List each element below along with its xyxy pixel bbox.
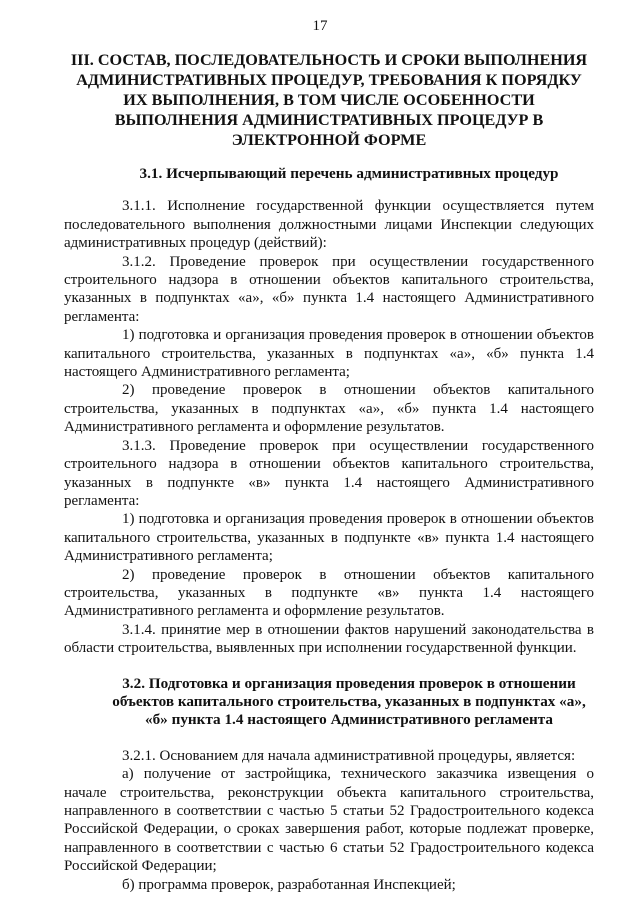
paragraph-3-1-4: 3.1.4. принятие мер в отношении фактов нарушений законодательства в области строительства, выявленных при исполнении государственной функции. xyxy=(64,621,594,657)
paragraph-3-1-3-item-2: 2) проведение проверок в отношении объектов капитального строительства, указанных в подпункте «в» пункта 1.4 настоящего Административного регламента и оформление результатов. xyxy=(64,566,594,620)
paragraph-3-1-2-item-2: 2) проведение проверок в отношении объектов капитального строительства, указанных в подпунктах «а», «б» пункта 1.4 настоящего Административного регламента и оформление результатов. xyxy=(64,382,594,436)
section-title-3-2: 3.2. Подготовка и организация проведения проверок в отношении объектов капитального строительства, указанных в подпунктах «а», «б» пункта 1.4 настоящего Административного регламента xyxy=(112,674,586,729)
paragraph-3-1-2-item-1: 1) подготовка и организация проведения проверок в отношении объектов капитального строительства, указанных в подпунктах «а», «б» пункта 1.4 настоящего Административного регламента; xyxy=(64,327,594,381)
paragraph-3-2-1-item-b: б) программа проверок, разработанная Инспекцией; xyxy=(122,876,456,893)
paragraph-3-1-1: 3.1.1. Исполнение государственной функции осуществляется путем последовательного выполнения должностными лицами Инспекции следующих административных процедур (действий): xyxy=(64,198,594,252)
page-number: 17 xyxy=(312,18,328,34)
paragraph-3-1-3: 3.1.3. Проведение проверок при осуществлении государственного строительного надзора в отношении объектов капитального строительства, указанных в подпункте «в» пункта 1.4 настоящего Административного регламента: xyxy=(64,437,594,509)
chapter-title: III. СОСТАВ, ПОСЛЕДОВАТЕЛЬНОСТЬ И СРОКИ ВЫПОЛНЕНИЯ АДМИНИСТРАТИВНЫХ ПРОЦЕДУР, ТРЕБОВАНИЯ К ПОРЯДКУ ИХ ВЫПОЛНЕНИЯ, В ТОМ ЧИСЛЕ ОСОБЕННОСТИ ВЫПОЛНЕНИЯ АДМИНИСТРАТИВНЫХ ПРОЦЕДУР В ЭЛЕКТРОННОЙ ФОРМЕ xyxy=(70,51,588,149)
paragraph-3-2-1: 3.2.1. Основанием для начала административной процедуры, является: xyxy=(122,747,576,764)
paragraph-3-1-2: 3.1.2. Проведение проверок при осуществлении государственного строительного надзора в отношении объектов капитального строительства, указанных в подпунктах «а», «б» пункта 1.4 настоящего Административного регламента: xyxy=(64,253,594,325)
document-content xyxy=(64,50,594,894)
section-title-3-1: 3.1. Исчерпывающий перечень административных процедур xyxy=(139,165,559,182)
paragraph-3-2-1-item-a: а) получение от застройщика, технического заказчика извещения о начале строительства, реконструкции объекта капитального строительства, направленного в соответствии с частью 5 статьи 52 Градостроительного кодекса Российской Федерации, о сроках завершения работ, которые подлежат проверке, направленного в соответствии с частью 6 статьи 52 Градостроительного кодекса Российской Федерации; xyxy=(64,766,594,875)
paragraph-3-1-3-item-1: 1) подготовка и организация проведения проверок в отношении объектов капитального строительства, указанных в подпункте «в» пункта 1.4 настоящего Административного регламента; xyxy=(64,511,594,565)
